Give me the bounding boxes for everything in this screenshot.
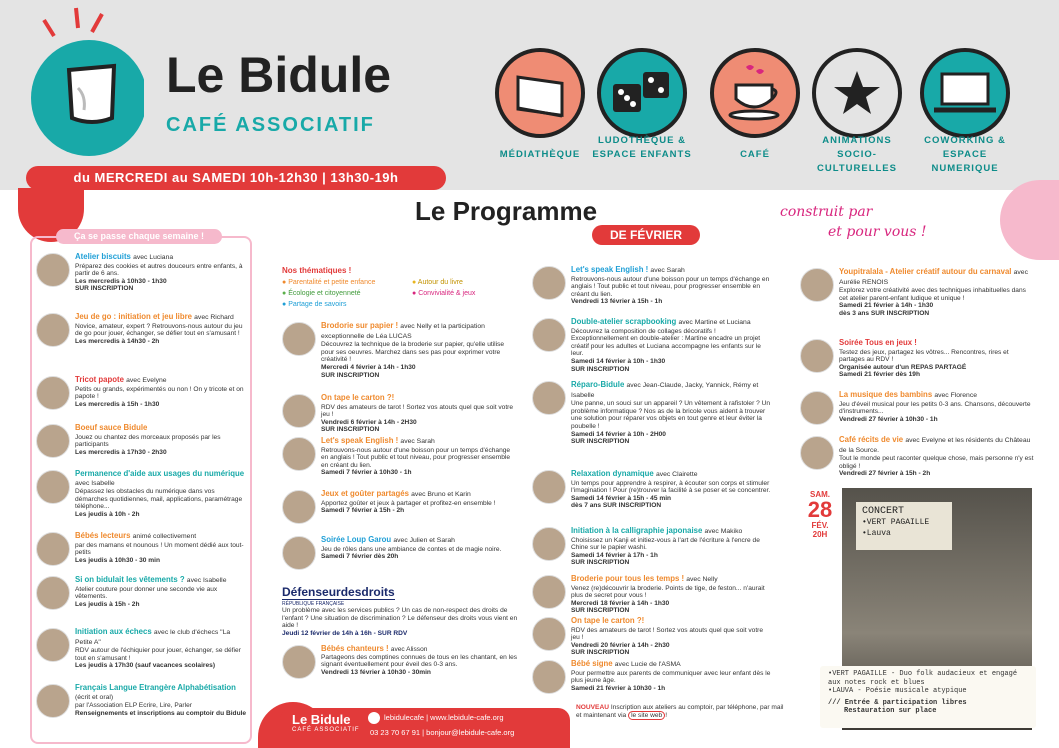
brand-name: Le Bidule — [166, 47, 392, 103]
laptop-icon — [920, 48, 1010, 138]
event-desc: Retrouvons-nous autour d'une boisson pour un temps d'échange en anglais ! Tout public et tout niveau, pour progresser ensemble en créant du lien. — [571, 275, 770, 298]
event-item — [282, 536, 518, 570]
event-photo — [532, 617, 566, 651]
event-desc: RDV autour de l'échiquier pour jouer, échanger, se défier tout en s'amusant ! — [75, 647, 241, 662]
event-title: Initiation aux échecs avec le club d'échecs "La Petite A" — [75, 627, 231, 646]
event-desc: Découvrez la technique de la broderie sur papier, qu'elle utilise pour ses oeuvres. Marchez dans ses pas pour exprimer votre créativité ! — [321, 341, 505, 364]
footer-contact[interactable]: 03 23 70 67 91 | bonjour@lebidule-cafe.org — [370, 728, 515, 737]
programme-title: Le Programme — [415, 196, 598, 226]
event-item — [800, 339, 1036, 379]
event-when: Vendredi 27 février à 10h30 - 1h — [839, 415, 938, 423]
event-desc: Testez des jeux, partagez les vôtres... Rencontres, rires et partages au RDV ! — [839, 348, 1009, 364]
event-title: La musique des bambins avec Florence — [839, 390, 978, 399]
event-when: Les mercredis à 17h30 - 2h30 — [75, 448, 167, 456]
website-link[interactable]: le site web — [628, 711, 665, 720]
pink-blob — [1000, 180, 1059, 260]
event-title: On tape le carton ?! — [571, 616, 645, 625]
event-photo — [282, 322, 316, 356]
event-title: Jeu de go : initiation et jeu libre avec Richard — [75, 312, 234, 321]
event-when: Les jeudis à 17h30 (sauf vacances scolaires) — [75, 662, 216, 670]
event-photo — [532, 575, 566, 609]
event-note: SUR INSCRIPTION — [571, 365, 630, 373]
event-item — [36, 684, 248, 718]
service-label-cafe: CAFÉ — [740, 149, 770, 160]
event-when: Mercredi 18 février à 14h - 1h30 — [571, 599, 670, 607]
logo-cup-icon — [14, 0, 144, 180]
event-when: Samedi 7 février à 15h - 2h — [321, 507, 405, 515]
event-item — [532, 266, 772, 306]
event-when: Les mercredis à 14h30 - 2h — [75, 337, 160, 345]
event-desc: Pour permettre aux parents de communiquer avec leur enfant dès le plus jeune âge. — [571, 669, 771, 685]
event-photo — [36, 313, 70, 347]
event-item — [282, 322, 518, 379]
theme-ecologie: ● Écologie et citoyenneté — [282, 290, 361, 297]
event-when: Organisée autour d'un REPAS PARTAGÉ — [839, 363, 967, 371]
event-item — [532, 381, 772, 446]
themes-box — [282, 266, 512, 310]
event-when: Les jeudis à 15h - 2h — [75, 600, 140, 608]
event-when: Mercredi 4 février à 14h - 1h30 — [321, 363, 416, 371]
event-photo — [800, 436, 834, 470]
event-when: Samedi 14 février à 15h - 45 min — [571, 494, 672, 502]
event-title: On tape le carton ?! — [321, 393, 395, 402]
event-note: SUR INSCRIPTION — [321, 371, 380, 379]
brand-subtitle: CAFÉ ASSOCIATIF — [166, 114, 375, 136]
event-desc: Choisissez un Kanji et initiez-vous à l'art de l'écriture à l'encre de Chine sur le papier washi. — [571, 536, 760, 552]
bebo-event — [282, 645, 518, 679]
event-note: dès 7 ans SUR INSCRIPTION — [571, 502, 662, 510]
event-title: Jeux et goûter partagés avec Bruno et Karin — [321, 489, 471, 498]
event-desc: Novice, amateur, expert ? Retrouvons-nous autour du jeu de go pour jouer, échanger, se défier tout en s'amusant ! — [75, 322, 243, 338]
event-item — [800, 268, 1036, 318]
event-title: Bébés lecteurs animé collectivement — [75, 531, 197, 540]
social-icon — [368, 712, 380, 724]
event-photo — [532, 381, 566, 415]
event-photo — [36, 532, 70, 566]
weekly-heading: Ça se passe chaque semaine ! — [56, 229, 222, 244]
event-note: SUR INSCRIPTION — [571, 438, 630, 446]
event-photo — [282, 490, 316, 524]
event-item — [532, 318, 772, 373]
event-desc: Atelier couture pour donner une seconde vie aux vêtements. — [75, 585, 218, 601]
event-desc: Retrouvons-nous autour d'une boisson pour un temps d'échange en anglais ! Tout public et tout niveau, pour progresser ensemble en créant du lien. — [321, 446, 511, 469]
event-photo — [36, 253, 70, 287]
event-when: Les mercredis à 15h - 1h30 — [75, 400, 160, 408]
defenseur-desc: Un problème avec les services publics ? Un cas de non-respect des droits de l'enfant ? Une situation de discrimination ? Le défenseur des droits vous vient en aide ! — [282, 607, 518, 630]
event-title: Réparo-Bidule avec Jean-Claude, Jacky, Yannick, Rémy et Isabelle — [571, 380, 759, 399]
event-title: Bébés chanteurs ! avec Alisson — [321, 644, 428, 653]
event-title: Atelier biscuits avec Luciana — [75, 252, 174, 261]
event-desc: Partageons des comptines connues de tous en les chantant, en les signant éventuellement pour éveil des 0-3 ans. — [321, 653, 518, 669]
event-when: Samedi 7 février à 10h30 - 1h — [321, 469, 412, 477]
event-photo — [282, 645, 316, 679]
event-item — [36, 576, 248, 610]
event-photo — [532, 527, 566, 561]
event-title: Youpitralala - Atelier créatif autour du carnaval avec Aurélie RENOIS — [839, 267, 1028, 286]
event-when: Samedi 21 février à 14h - 1h30 — [839, 302, 934, 310]
event-photo — [36, 628, 70, 662]
event-when: Vendredi 27 février à 15h - 2h — [839, 470, 931, 478]
event-when: Les jeudis à 10h - 2h — [75, 510, 140, 518]
event-title: Tricot papote avec Evelyne — [75, 375, 167, 384]
event-desc: Venez (re)découvrir la broderie. Points de tige, de feston... n'aurait plus de secret pour vous ! — [571, 584, 765, 600]
event-item — [282, 490, 518, 524]
concert-details: •VERT PAGAILLE - Duo folk audacieux et engagé aux notes rock et blues •LAUVA - Poésie musicale atypique /// Entrée & participation libres Restauration sur place — [820, 666, 1036, 728]
event-desc: Découvrez la composition de collages décoratifs ! Exceptionnellement en double-atelier : Martine encadre un projet créatif pour les adultes et Luciana accompagne les enfants sur le leur. — [571, 327, 761, 358]
defenseur-block — [282, 583, 518, 637]
event-photo — [532, 660, 566, 694]
event-item — [532, 575, 772, 615]
event-desc: RDV des amateurs de tarot ! Sortez vos atouts quel que soit votre jeu ! — [571, 626, 764, 642]
event-photo — [36, 470, 70, 504]
event-title: Broderie pour tous les temps ! avec Nelly — [571, 574, 718, 583]
event-when: Les jeudis à 10h30 - 30 min — [75, 556, 161, 564]
event-desc: par des mamans et nounous ! Un moment dédié aux tout-petits — [75, 541, 244, 557]
event-title: Double-atelier scrapbooking avec Martine et Luciana — [571, 317, 751, 326]
event-title: Relaxation dynamique avec Clairette — [571, 469, 698, 478]
event-title: Bébé signe avec Lucie de l'ASMA — [571, 659, 681, 668]
service-label-animations: ANIMATIONS SOCIO-CULTURELLES — [817, 135, 897, 174]
event-item — [36, 532, 248, 566]
event-photo — [282, 394, 316, 428]
event-desc: Jeu de rôles dans une ambiance de contes et de magie noire. — [321, 545, 502, 553]
star-icon — [812, 48, 902, 138]
defenseur-sub: RÉPUBLIQUE FRANÇAISE — [282, 601, 345, 607]
event-item — [800, 391, 1036, 425]
event-note: SUR INSCRIPTION — [75, 285, 134, 293]
event-when: Samedi 14 février à 10h - 1h30 — [571, 357, 666, 365]
service-label-mediatheque: MÉDIATHÈQUE — [499, 149, 581, 160]
event-photo — [800, 339, 834, 373]
event-item — [800, 436, 1036, 478]
event-desc: Un temps pour apprendre à respirer, à écouter son corps et stimuler l'imagination ! Pour (re)trouver la facilité à se poser et se concentrer. — [571, 479, 771, 495]
themes-heading: Nos thématiques ! — [282, 266, 352, 275]
dice-icon — [597, 48, 687, 138]
footer-brand: Le Bidule CAFÉ ASSOCIATIF — [292, 712, 360, 733]
concert-date: SAM. 28 FÉV. 20H — [807, 490, 833, 539]
event-item — [36, 313, 248, 347]
event-when: Vendredi 13 février à 10h30 - 30min — [321, 668, 431, 676]
event-title: Boeuf sauce Bidule — [75, 423, 148, 432]
coffee-cup-icon — [710, 48, 800, 138]
event-photo — [282, 536, 316, 570]
event-note: SUR INSCRIPTION — [571, 649, 630, 657]
event-item — [282, 437, 518, 477]
event-item — [532, 527, 772, 567]
event-when: Renseignements et inscriptions au comptoir du Bidule — [75, 709, 247, 717]
event-note: Samedi 21 février dès 19h — [839, 371, 921, 379]
event-desc: Tout le monde peut raconter quelque chose, mais personne n'y est obligé ! — [839, 455, 1034, 470]
event-item — [36, 628, 248, 670]
event-photo — [36, 684, 70, 718]
event-photo — [36, 424, 70, 458]
event-when: Samedi 14 février à 17h - 1h — [571, 551, 658, 559]
event-desc: Une panne, un souci sur un appareil ? Un vêtement à rafistoler ? Un problème informatique ? Nos as de la bricole vous aident à trouver une solution pour réparer vos objets en tout genre et leur éviter la poubelle ! — [571, 400, 771, 430]
event-when: Les mercredis à 10h30 - 1h30 — [75, 277, 167, 285]
event-title: Let's speak English ! avec Sarah — [321, 436, 435, 445]
event-item — [36, 424, 248, 458]
event-desc: Dépassez les obstacles du numérique dans vos démarches quotidiennes, mail, applications, paramétrage téléphone... — [75, 488, 243, 511]
event-item — [36, 253, 248, 293]
defenseur-when: Jeudi 12 février de 14h à 16h - SUR RDV — [282, 629, 408, 637]
event-item — [36, 376, 248, 410]
event-photo — [532, 470, 566, 504]
event-title: Si on bidulait les vêtements ? avec Isabelle — [75, 575, 227, 584]
event-note: SUR INSCRIPTION — [321, 426, 380, 434]
footer-social[interactable]: lebidulecafe | www.lebidule-cafe.org — [384, 713, 504, 722]
concert-sign: CONCERT •VERT PAGAILLE •Lauva — [856, 502, 952, 550]
theme-savoirs: ● Partage de savoirs — [282, 301, 347, 308]
event-when: Samedi 21 février à 10h30 - 1h — [571, 684, 666, 692]
tagline-2: et pour vous ! — [828, 224, 927, 240]
book-icon — [495, 48, 585, 138]
event-item — [36, 470, 248, 519]
event-photo — [36, 576, 70, 610]
event-desc: RDV des amateurs de tarot ! Sortez vos atouts quel que soit votre jeu ! — [321, 403, 514, 419]
event-note: dès 3 ans SUR INSCRIPTION — [839, 309, 930, 317]
event-photo — [800, 391, 834, 425]
defenseur-logo: Défenseurdesdroits — [282, 585, 395, 599]
event-desc: Jeu d'éveil musical pour les petits 0-3 ans. Chansons, découverte d'instruments... — [839, 400, 1031, 416]
event-desc: Petits ou grands, expérimentés ou non ! On y tricote et on papote ! — [75, 385, 244, 401]
event-title: Soirée Loup Garou avec Julien et Sarah — [321, 535, 455, 544]
event-note: SUR INSCRIPTION — [571, 559, 630, 567]
event-when: Vendredi 13 février à 15h - 1h — [571, 298, 663, 306]
service-label-ludotheque: LUDOTHÈQUE & ESPACE ENFANTS — [592, 135, 692, 160]
event-photo — [36, 376, 70, 410]
theme-parentalite: ● Parentalité et petite enfance — [282, 279, 376, 286]
tagline-1: construit par — [780, 204, 873, 220]
event-desc: Explorez votre créativité avec des techniques inhabituelles dans cet atelier parent-enfant ludique et unique ! — [839, 287, 1026, 302]
event-title: Let's speak English ! avec Sarah — [571, 265, 685, 274]
event-when: Vendredi 20 février à 14h - 2h30 — [571, 641, 670, 649]
event-photo — [532, 266, 566, 300]
hours-banner: du MERCREDI au SAMEDI 10h-12h30 | 13h30-19h — [26, 166, 446, 190]
event-title: Soirée Tous en jeux ! — [839, 338, 917, 347]
event-desc: par l'Association ELP Ecrire, Lire, Parler — [75, 702, 192, 710]
event-when: Vendredi 6 février à 14h - 2H30 — [321, 418, 417, 426]
event-item — [532, 470, 772, 510]
event-photo — [800, 268, 834, 302]
event-title: Café récits de vie avec Evelyne et les résidents du Château de la Source. — [839, 435, 1031, 454]
event-title: Initiation à la calligraphie japonaise avec Makiko — [571, 526, 743, 535]
event-photo — [282, 437, 316, 471]
theme-convivialite: ● Convivialité & jeux — [412, 290, 476, 297]
event-when: Samedi 14 février à 10h - 2H00 — [571, 430, 666, 438]
event-desc: Jouez ou chantez des morceaux proposés par les participants — [75, 433, 221, 449]
theme-livre: ● Autour du livre — [412, 279, 463, 286]
event-item — [282, 394, 518, 434]
event-when: Samedi 7 février dès 20h — [321, 553, 399, 561]
event-note: SUR INSCRIPTION — [571, 607, 630, 615]
event-desc: Apportez goûter et jeux à partager et profitez-en ensemble ! — [321, 499, 496, 507]
event-photo — [532, 318, 566, 352]
service-label-coworking: COWORKING & ESPACE NUMERIQUE — [924, 135, 1006, 174]
nouveau-note: NOUVEAU Inscription aux ateliers au comptoir, par téléphone, par mail et maintenant via le site web ! — [576, 704, 784, 719]
programme-month: DE FÉVRIER — [592, 225, 700, 245]
event-title: Français Langue Etrangère Alphabétisation (écrit et oral) — [75, 683, 236, 701]
event-item — [532, 660, 772, 694]
event-item — [532, 617, 772, 657]
event-title: Permanence d'aide aux usages du numérique avec Isabelle — [75, 469, 245, 487]
event-desc: Préparez des cookies et autres douceurs entre enfants, à partir de 6 ans. — [75, 262, 243, 278]
event-title: Brodorie sur papier ! avec Nelly et la participation exceptionnelle de Léa LUCAS — [321, 321, 485, 340]
